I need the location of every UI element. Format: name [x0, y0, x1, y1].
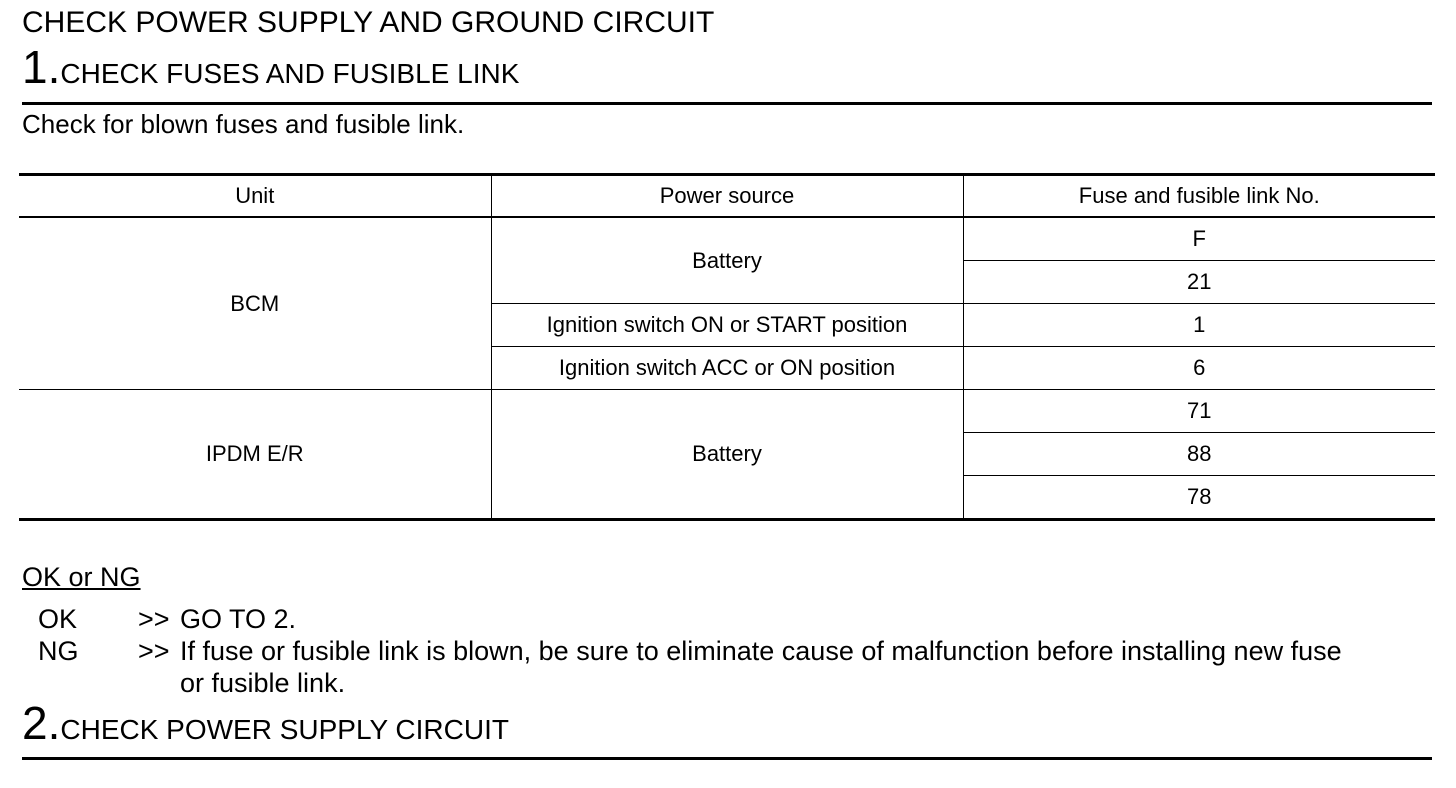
ng-arrow: >>: [138, 636, 170, 666]
table-row: [19, 390, 1435, 433]
ok-text: GO TO 2.: [180, 604, 297, 634]
fuse-cell: 1: [963, 304, 1435, 347]
header-power-source: Power source: [491, 175, 963, 218]
ng-label: NG: [38, 636, 79, 666]
power-source-cell: Battery: [491, 217, 963, 304]
header-unit: Unit: [19, 175, 491, 218]
fuse-cell: 21: [963, 261, 1435, 304]
instruction-text: Check for blown fuses and fusible link.: [22, 109, 465, 139]
step-1-number: 1.: [22, 41, 61, 93]
header-fuse-no: Fuse and fusible link No.: [963, 175, 1435, 218]
ok-label: OK: [38, 604, 78, 634]
ok-arrow: >>: [138, 604, 170, 634]
power-source-cell: Ignition switch ACC or ON position: [491, 347, 963, 390]
ok-ng-heading: OK or NG: [22, 562, 141, 592]
fuse-table: [19, 173, 1435, 521]
ng-text: If fuse or fusible link is blown, be sure to eliminate cause of malfunction before installing new fuse: [180, 636, 1342, 666]
fuse-cell: 88: [963, 433, 1435, 476]
power-source-cell: Ignition switch ON or START position: [491, 304, 963, 347]
fuse-cell: 78: [1187, 484, 1212, 509]
ng-text-continued: or fusible link.: [180, 668, 346, 698]
step-1-divider: [22, 102, 1432, 105]
power-source-cell: Battery: [491, 390, 963, 520]
unit-cell: BCM: [19, 217, 491, 390]
ng-result-row: [38, 635, 1342, 667]
table-row: [19, 217, 1435, 261]
step-2-number: 2.: [22, 697, 61, 749]
fuse-cell: F: [963, 217, 1435, 261]
step-2-title: CHECK POWER SUPPLY CIRCUIT: [60, 714, 509, 745]
fuse-cell: 71: [963, 390, 1435, 433]
fuse-cell: 6: [963, 347, 1435, 390]
step-2-heading: [22, 697, 509, 749]
step-1-title: CHECK FUSES AND FUSIBLE LINK: [60, 58, 520, 89]
page-title: CHECK POWER SUPPLY AND GROUND CIRCUIT: [22, 6, 715, 39]
step-2-divider: [22, 757, 1432, 760]
unit-cell: IPDM E/R: [19, 390, 491, 520]
ok-result-row: [38, 603, 296, 635]
table-header-row: [19, 175, 1435, 218]
step-1-heading: [22, 41, 520, 93]
